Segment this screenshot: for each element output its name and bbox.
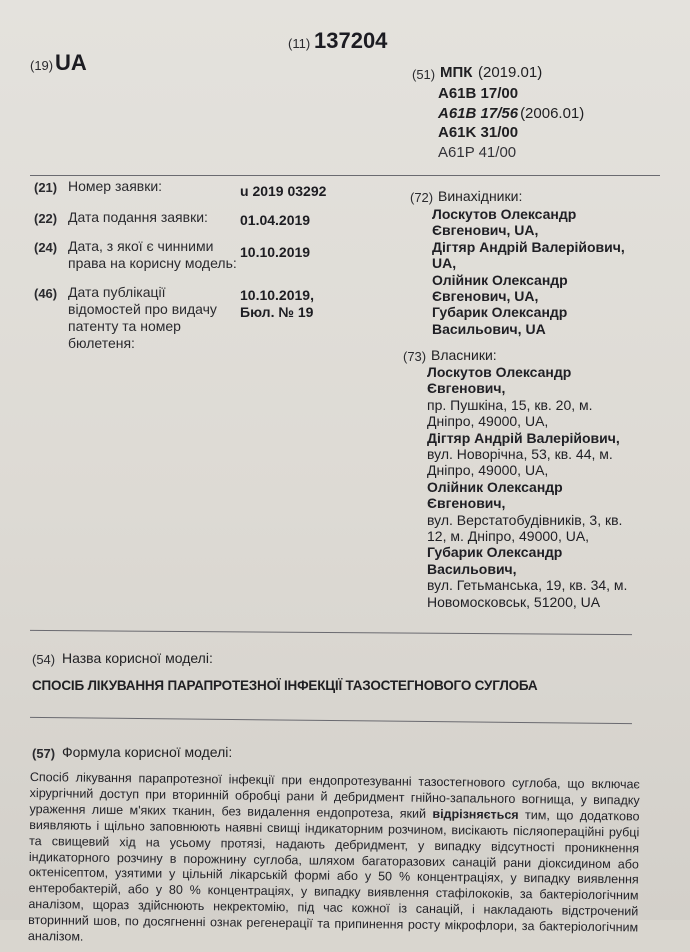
owner-address-line: 12, м. Дніпро, 49000, UA, [427, 528, 590, 545]
code-11: (11) [288, 36, 311, 51]
ipc-code: A61K 31/00 [438, 124, 519, 141]
code-51: (51) [412, 67, 436, 82]
ipc-code-row [438, 104, 584, 124]
owners-label: Власники: [431, 347, 497, 363]
code-54: (54) [32, 652, 56, 667]
utility-model-title: СПОСІБ ЛІКУВАННЯ ПАРАПРОТЕЗНОЇ ІНФЕКЦІЇ ТАЗОСТЕГНОВОГО СУГЛОБА [32, 678, 538, 693]
owner-name-line: Лоскутов Олександр [427, 364, 572, 380]
code-19: (19) [30, 58, 54, 73]
field-code: (22) [34, 211, 58, 226]
inventor-line: Олійник Олександр [432, 271, 568, 288]
title-divider [30, 717, 632, 724]
code-57: (57) [32, 746, 56, 761]
header-divider [30, 175, 660, 176]
inventors-list [432, 206, 625, 337]
inventor-line: Євгенович, UA, [432, 222, 539, 239]
ipc-label: МПК [440, 64, 473, 81]
inventor-line: UA, [432, 255, 457, 272]
owners-list [427, 364, 627, 610]
owner-address-line: Новомосковськ, 51200, UA [427, 593, 601, 610]
code-72: (72) [410, 190, 434, 205]
inventor-line: Дігтяр Андрій Валерійович, [432, 238, 625, 255]
claims-label: Формула корисної моделі: [62, 744, 233, 760]
ipc-code: A61P 41/00 [438, 143, 517, 161]
inventor-line: Євгенович, UA, [432, 288, 539, 305]
owner-address-line: пр. Пушкіна, 15, кв. 20, м. [427, 396, 593, 413]
patent-number: 137204 [314, 28, 388, 53]
ipc-code-row [438, 123, 584, 143]
claims-text [28, 770, 640, 952]
owner-name-line: Васильович, [427, 560, 517, 577]
country-code: UA [55, 50, 87, 75]
owners-divider [30, 630, 632, 635]
owner-name-line: Олійник Олександр [427, 478, 563, 495]
field-value: 01.04.2019 [240, 212, 311, 228]
owner-address-line: вул. Гетьманська, 19, кв. 34, м. [427, 577, 628, 594]
code-73: (73) [403, 349, 427, 364]
ipc-code-list [438, 84, 584, 162]
owner-address-line: вул. Верстатобудівників, 3, кв. [427, 511, 623, 528]
owner-name-line: Євгенович, [427, 380, 506, 397]
field-code: (21) [34, 180, 58, 195]
ipc-code: A61B 17/56 [438, 104, 519, 122]
field-label: Дата, з якої є чинними права на корисну модель: [68, 238, 237, 271]
ipc-code-version: (2006.01) [520, 104, 585, 122]
owner-address-line: Дніпро, 49000, UA, [427, 462, 549, 479]
owner-address-line: Дніпро, 49000, UA, [427, 413, 549, 430]
field-label: Дата подання заявки: [68, 209, 208, 225]
inventors-label: Винахідники: [438, 188, 523, 204]
inventor-line: Васильович, UA [432, 320, 546, 337]
owner-name-line: Євгенович, [427, 495, 506, 512]
field-value: u 2019 03292 [240, 183, 327, 199]
ipc-code-row [438, 84, 584, 104]
field-code: (46) [34, 286, 58, 301]
title-label: Назва корисної моделі: [62, 650, 213, 666]
claims-keyword: відрізняється [432, 806, 519, 822]
field-value: 10.10.2019 [240, 244, 311, 260]
owner-name-line: Губарик Олександр [427, 544, 563, 561]
field-label: Номер заявки: [68, 178, 163, 194]
claims-text-start: Спосіб лікування парапротезної інфекції при ендопротезуванні тазостегнового суглоба, що включає хірургічний доступ при вторинній обробці рани й дебридмент гнійно-запального вогнища, у випадку ураження лише м'яких тканин, без видалення ендопротеза, який [29, 770, 640, 821]
owner-name-line: Дігтяр Андрій Валерійович, [427, 429, 620, 446]
inventor-line: Губарик Олександр [432, 304, 568, 321]
owner-address-line: вул. Новорічна, 53, кв. 44, м. [427, 446, 613, 463]
ipc-code-row [438, 143, 584, 163]
ipc-year: (2019.01) [478, 64, 543, 81]
field-label: Дата публікації відомостей про видачу патенту та номер бюлетеня: [68, 284, 217, 351]
ipc-code: A61B 17/00 [438, 85, 519, 102]
inventor-line: Лоскутов Олександр [432, 206, 577, 222]
claims-text-end: тим, що додатково виявляють і щільно заповнюють наявні свищі індикаторним розчином, висікають післяопераційні рубці та свищевий хід на усьому протязі, надають дебридмент, у випадку відсутності проникнення індикаторного розчину в порожнину суглоба, шляхом багаторазових санацій рани діоксидином або октенісептом, узятими у цільній лікарській формі або у 50 % концентраціях, у випадку виявлення ентеробактерій, або у 80 % концентраціях, у випадку виявлення стафілококів, за бактеріологічним аналізом, щораз здійснюють некректомію, під час кожної із санацій, і накладають відстрочений вторинний шов, по досягненні ознак регенерації та припинення росту мікрофлори, за бактеріологічним аналізом. [27, 807, 640, 944]
field-code: (24) [34, 240, 58, 255]
field-value: 10.10.2019, Бюл. № 19 [240, 287, 314, 320]
